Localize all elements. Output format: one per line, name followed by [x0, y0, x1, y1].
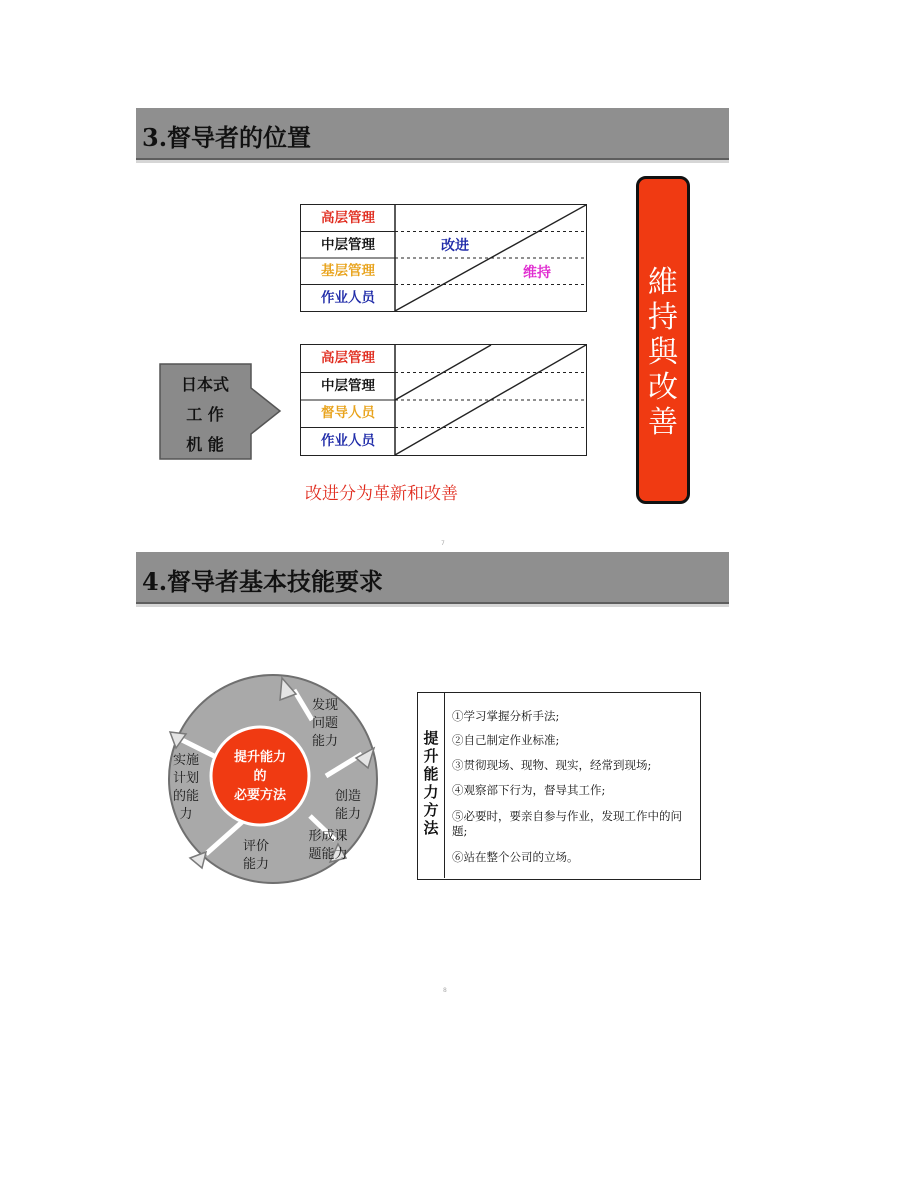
section3-header-shadow	[136, 160, 729, 163]
table1-grid	[301, 205, 586, 311]
segment-line: 评价	[242, 839, 269, 854]
center-line: 提升能力	[233, 750, 286, 765]
method-item: ③贯彻现场、现物、现实，经常到现场;	[452, 758, 652, 772]
methods-title	[418, 729, 444, 837]
title-char: 方	[423, 801, 439, 819]
banner-char: 持	[648, 300, 678, 335]
table2-grid	[301, 345, 586, 455]
method-item: ②自己制定作业标准;	[452, 733, 560, 747]
methods-divider	[444, 693, 445, 878]
segment-line: 的能	[172, 789, 199, 804]
banner-char: 與	[648, 335, 678, 370]
segment-implement	[164, 752, 208, 824]
page-mark-8: 8	[443, 987, 447, 994]
page-mark-7: 7	[441, 540, 445, 547]
title-char: 法	[423, 819, 439, 837]
section4-header-shadow	[136, 604, 729, 607]
hierarchy-table-1	[300, 204, 587, 312]
table1-row-label: 中层管理	[321, 237, 375, 253]
segment-line: 计划	[172, 771, 199, 786]
segment-line: 实施	[172, 753, 199, 768]
table2-row-label: 督导人员	[321, 405, 375, 421]
title-char: 升	[423, 747, 439, 765]
section3-header	[136, 108, 729, 160]
segment-line: 发现	[311, 698, 338, 713]
segment-line: 创造	[334, 789, 361, 804]
center-line: 的	[253, 769, 267, 784]
maintain-improve-banner	[636, 176, 690, 504]
table2-row-label: 作业人员	[321, 433, 375, 449]
maintain-label: 维持	[523, 265, 551, 281]
table1-row-label: 高层管理	[321, 210, 375, 226]
method-item: ⑤必要时，要亲自参与作业，发现工作中的问题;	[452, 809, 682, 838]
banner-char: 善	[648, 405, 678, 440]
table2-row-label: 中层管理	[321, 378, 375, 394]
segment-line: 力	[179, 807, 193, 822]
segment-line: 题能力	[308, 847, 348, 862]
method-item: ⑥站在整个公司的立场。	[452, 850, 579, 864]
banner-char: 改	[648, 370, 678, 405]
segment-create	[326, 788, 370, 824]
table1-row-label: 基层管理	[321, 263, 375, 279]
segment-evaluate	[234, 838, 278, 874]
section4-header	[136, 552, 729, 604]
cycle-center-text	[225, 748, 295, 805]
segment-line: 能力	[311, 734, 338, 749]
japan-style-line2: 工 作	[186, 405, 224, 424]
segment-line: 能力	[334, 807, 361, 822]
segment-line: 形成课	[308, 829, 348, 844]
title-char: 提	[423, 729, 439, 747]
method-item: ①学习掌握分析手法;	[452, 709, 560, 723]
japan-style-line3: 机 能	[186, 435, 224, 454]
improve-label: 改进	[441, 238, 469, 254]
japan-style-line1: 日本式	[180, 375, 229, 394]
title-char: 能	[423, 765, 439, 783]
segment-line: 问题	[311, 716, 338, 731]
banner-char: 維	[648, 265, 678, 300]
methods-box	[417, 692, 701, 880]
section4-title: 4.督导者基本技能要求	[142, 567, 384, 596]
hierarchy-table-2	[300, 344, 587, 456]
title-char: 力	[423, 783, 439, 801]
table1-row-label: 作业人员	[321, 290, 375, 306]
section3-title: 3.督导者的位置	[142, 123, 312, 152]
table2-row-label: 高层管理	[321, 350, 375, 366]
segment-topic	[300, 828, 356, 864]
method-item: ④观察部下行为，督导其工作;	[452, 783, 606, 797]
segment-discover	[303, 697, 347, 751]
improvement-caption: 改进分为革新和改善	[305, 484, 458, 504]
segment-line: 能力	[242, 857, 269, 872]
center-line: 必要方法	[233, 788, 286, 803]
